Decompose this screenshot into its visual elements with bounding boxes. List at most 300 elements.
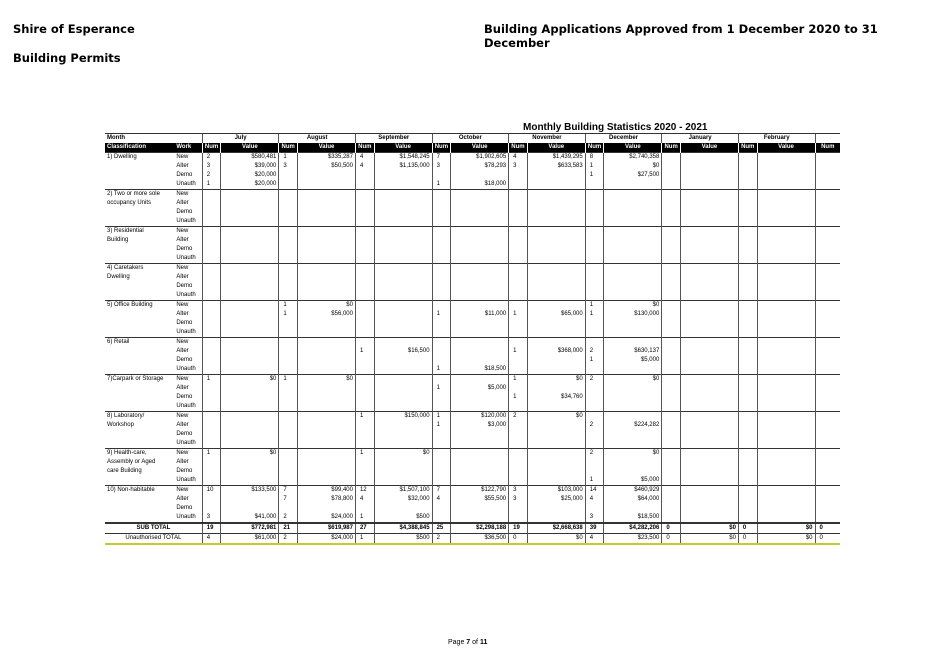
num-cell <box>279 171 298 180</box>
value-cell <box>604 180 662 190</box>
value-cell <box>757 208 815 217</box>
value-cell <box>757 476 815 486</box>
value-cell <box>680 217 738 227</box>
value-cell <box>680 171 738 180</box>
overflow-cell <box>815 217 840 227</box>
num-cell <box>355 291 374 301</box>
value-cell <box>680 236 738 245</box>
num-cell <box>432 227 451 237</box>
overflow-cell <box>815 402 840 412</box>
num-cell <box>202 412 221 422</box>
work-cell: New <box>174 264 202 274</box>
value-cell <box>757 375 815 385</box>
num-cell <box>202 365 221 375</box>
value-cell <box>221 264 279 274</box>
value-cell <box>680 476 738 486</box>
value-cell <box>680 384 738 393</box>
overflow-cell <box>815 356 840 365</box>
num-cell <box>279 458 298 467</box>
num-cell <box>662 476 681 486</box>
num-cell <box>279 402 298 412</box>
table-row <box>105 291 840 301</box>
value-cell <box>757 153 815 163</box>
work-cell: Unauth <box>176 403 196 409</box>
num-cell <box>738 365 757 375</box>
num-cell: 0 <box>662 534 681 545</box>
num-cell <box>279 439 298 449</box>
num-cell <box>662 467 681 476</box>
value-cell <box>298 282 356 291</box>
num-cell: 4 <box>432 495 451 504</box>
num-cell <box>355 254 374 264</box>
overflow-cell <box>815 467 840 476</box>
num-cell <box>738 254 757 264</box>
num-cell <box>279 504 298 513</box>
month-december: December <box>585 134 662 144</box>
value-cell: $5,000 <box>451 384 509 393</box>
num-cell <box>432 402 451 412</box>
value-cell: $1,548,245 <box>374 153 432 163</box>
value-cell: $24,000 <box>298 513 356 523</box>
subtotal-row <box>105 523 840 534</box>
classification-cell: care Building <box>107 468 142 474</box>
value-cell <box>680 282 738 291</box>
num-cell <box>662 190 681 200</box>
overflow-cell: 0 <box>815 523 840 534</box>
num-cell <box>355 190 374 200</box>
value-cell: $78,800 <box>298 495 356 504</box>
num-header: Num <box>202 143 221 153</box>
value-cell: $61,000 <box>221 534 279 545</box>
value-cell <box>374 421 432 430</box>
classification-cell <box>105 356 174 365</box>
num-cell <box>355 504 374 513</box>
value-cell <box>680 264 738 274</box>
num-cell <box>432 264 451 274</box>
num-cell <box>432 328 451 338</box>
overflow-cell <box>815 458 840 467</box>
page-number: 7 <box>466 639 471 646</box>
num-cell <box>585 264 604 274</box>
value-cell <box>680 356 738 365</box>
value-cell <box>604 236 662 245</box>
num-cell: 1 <box>509 375 528 385</box>
table-row <box>105 393 840 402</box>
value-cell <box>298 199 356 208</box>
page-of: of <box>470 639 480 646</box>
num-cell <box>355 199 374 208</box>
table-row <box>105 439 840 449</box>
value-cell: $0 <box>527 412 585 422</box>
num-cell: 4 <box>355 162 374 171</box>
classification-cell <box>105 393 174 402</box>
value-cell <box>451 236 509 245</box>
overflow-cell <box>815 504 840 513</box>
num-cell <box>355 301 374 311</box>
value-cell <box>374 458 432 467</box>
num-cell: 2 <box>585 449 604 459</box>
overflow-cell <box>815 495 840 504</box>
num-cell <box>662 236 681 245</box>
classification-cell <box>105 504 174 513</box>
value-cell <box>527 217 585 227</box>
num-cell: 25 <box>432 523 451 534</box>
value-cell <box>757 347 815 356</box>
value-cell <box>680 495 738 504</box>
num-cell <box>202 495 221 504</box>
num-cell: 4 <box>585 534 604 545</box>
table-row <box>105 301 840 311</box>
value-cell <box>298 208 356 217</box>
num-cell <box>662 208 681 217</box>
value-cell <box>451 208 509 217</box>
value-cell <box>374 301 432 311</box>
num-cell <box>355 375 374 385</box>
value-cell <box>298 180 356 190</box>
value-cell <box>680 162 738 171</box>
work-cell: Demo <box>176 505 193 511</box>
value-cell: $23,500 <box>604 534 662 545</box>
value-cell <box>221 467 279 476</box>
value-cell: $64,000 <box>604 495 662 504</box>
value-cell: $460,929 <box>604 486 662 496</box>
value-cell <box>527 254 585 264</box>
value-cell <box>374 338 432 348</box>
table-row <box>105 338 840 348</box>
overflow-cell <box>815 245 840 254</box>
overflow-cell <box>815 208 840 217</box>
num-cell: 1 <box>585 162 604 171</box>
table-row <box>105 208 840 217</box>
num-cell <box>202 476 221 486</box>
value-cell: $120,000 <box>451 412 509 422</box>
num-cell <box>202 328 221 338</box>
num-cell <box>355 439 374 449</box>
num-cell <box>585 245 604 254</box>
value-cell <box>374 282 432 291</box>
value-cell <box>527 402 585 412</box>
work-cell: Demo <box>176 209 193 215</box>
value-cell <box>451 254 509 264</box>
num-cell <box>585 273 604 282</box>
num-cell <box>202 338 221 348</box>
value-cell <box>680 273 738 282</box>
num-cell <box>509 171 528 180</box>
table-row <box>105 467 840 476</box>
monthly-stats-table <box>105 133 840 545</box>
table-row <box>105 430 840 439</box>
value-cell: $1,507,100 <box>374 486 432 496</box>
num-cell <box>662 227 681 237</box>
work-cell: Demo <box>176 431 193 437</box>
num-cell <box>355 282 374 291</box>
num-cell <box>509 217 528 227</box>
section-title: Building Permits <box>13 51 121 65</box>
num-cell: 2 <box>279 534 298 545</box>
num-cell <box>202 356 221 365</box>
value-cell <box>757 495 815 504</box>
work-cell: New <box>174 486 202 496</box>
num-cell <box>585 365 604 375</box>
value-header: Value <box>298 143 356 153</box>
num-cell <box>738 208 757 217</box>
table-row <box>105 236 840 245</box>
value-cell <box>527 467 585 476</box>
num-cell <box>585 458 604 467</box>
value-cell <box>221 338 279 348</box>
num-cell <box>432 449 451 459</box>
work-cell: Demo <box>176 172 193 178</box>
num-cell <box>355 402 374 412</box>
num-cell <box>202 245 221 254</box>
value-cell <box>604 273 662 282</box>
value-cell <box>221 190 279 200</box>
value-cell <box>451 467 509 476</box>
num-cell: 1 <box>432 412 451 422</box>
num-cell <box>509 319 528 328</box>
num-cell: 1 <box>355 513 374 523</box>
classification-cell <box>105 180 174 190</box>
value-cell: $27,500 <box>604 171 662 180</box>
value-cell: $4,388,845 <box>374 523 432 534</box>
num-cell <box>279 199 298 208</box>
classification-header: Classification <box>105 143 174 153</box>
value-cell <box>680 458 738 467</box>
classification-cell: 8) Laboratory/ <box>105 412 174 422</box>
value-cell: $18,500 <box>451 365 509 375</box>
table-row <box>105 153 840 163</box>
value-cell <box>298 245 356 254</box>
value-cell <box>221 301 279 311</box>
num-cell <box>509 476 528 486</box>
num-cell <box>509 291 528 301</box>
value-cell <box>374 217 432 227</box>
num-cell <box>202 402 221 412</box>
value-cell <box>527 328 585 338</box>
value-cell <box>604 319 662 328</box>
num-cell <box>355 273 374 282</box>
num-cell <box>662 171 681 180</box>
value-cell <box>221 421 279 430</box>
unauth-total-row-label: Unauthorised TOTAL <box>105 534 202 545</box>
value-cell: $630,137 <box>604 347 662 356</box>
num-cell <box>279 347 298 356</box>
value-header: Value <box>757 143 815 153</box>
num-cell: 2 <box>585 375 604 385</box>
num-cell <box>585 338 604 348</box>
value-cell: $20,000 <box>221 180 279 190</box>
work-cell: New <box>174 375 202 385</box>
num-cell <box>662 282 681 291</box>
num-cell <box>432 190 451 200</box>
work-cell: Unauth <box>176 181 196 187</box>
num-cell <box>585 236 604 245</box>
num-cell <box>662 365 681 375</box>
shire-name: Shire of Esperance <box>13 22 135 36</box>
value-cell <box>757 338 815 348</box>
num-cell <box>662 486 681 496</box>
num-cell <box>662 254 681 264</box>
classification-cell: 4) Caretakers <box>105 264 174 274</box>
num-cell <box>355 180 374 190</box>
num-cell <box>585 402 604 412</box>
table-row <box>105 264 840 274</box>
classification-cell: 5) Office Building <box>105 301 174 311</box>
num-cell <box>662 273 681 282</box>
num-cell <box>662 449 681 459</box>
classification-cell: Building <box>107 237 129 243</box>
work-cell: New <box>174 412 202 422</box>
month-overflow-cell <box>815 134 840 144</box>
num-cell <box>279 328 298 338</box>
value-cell <box>680 421 738 430</box>
num-cell <box>509 190 528 200</box>
value-cell <box>604 430 662 439</box>
overflow-cell <box>815 273 840 282</box>
value-cell <box>374 273 432 282</box>
value-cell <box>374 190 432 200</box>
work-cell: Alter <box>176 237 189 243</box>
num-cell <box>738 301 757 311</box>
num-cell <box>662 412 681 422</box>
value-cell <box>527 356 585 365</box>
num-cell <box>662 301 681 311</box>
value-cell <box>374 467 432 476</box>
value-cell <box>680 504 738 513</box>
value-cell <box>757 328 815 338</box>
classification-cell <box>105 254 174 264</box>
num-cell <box>355 328 374 338</box>
num-cell <box>738 227 757 237</box>
value-cell <box>527 476 585 486</box>
value-cell <box>221 365 279 375</box>
table-row <box>105 365 840 375</box>
value-cell: $0 <box>604 301 662 311</box>
num-cell: 21 <box>279 523 298 534</box>
num-cell <box>509 402 528 412</box>
num-cell <box>738 328 757 338</box>
num-cell <box>509 199 528 208</box>
num-cell <box>738 384 757 393</box>
num-cell <box>585 217 604 227</box>
num-cell <box>355 467 374 476</box>
num-cell <box>662 264 681 274</box>
work-cell: Demo <box>176 394 193 400</box>
value-cell <box>527 282 585 291</box>
month-february: February <box>738 134 815 144</box>
value-cell <box>298 264 356 274</box>
value-cell <box>298 254 356 264</box>
table-row <box>105 421 840 430</box>
value-cell <box>374 236 432 245</box>
table-row <box>105 402 840 412</box>
num-cell <box>509 439 528 449</box>
num-cell <box>279 319 298 328</box>
num-cell <box>585 430 604 439</box>
num-header: Num <box>815 143 840 153</box>
num-cell <box>202 254 221 264</box>
num-cell <box>662 153 681 163</box>
table-row <box>105 375 840 385</box>
value-cell <box>298 449 356 459</box>
value-cell <box>604 402 662 412</box>
num-cell <box>202 301 221 311</box>
value-cell <box>604 384 662 393</box>
num-cell <box>355 171 374 180</box>
classification-cell: Assembly or Aged <box>107 459 156 465</box>
classification-cell <box>105 347 174 356</box>
month-january: January <box>662 134 739 144</box>
value-cell <box>680 439 738 449</box>
num-cell: 1 <box>432 365 451 375</box>
classification-cell <box>105 384 174 393</box>
classification-cell <box>105 162 174 171</box>
table-row <box>105 384 840 393</box>
value-cell <box>298 476 356 486</box>
num-cell: 3 <box>202 513 221 523</box>
value-cell <box>680 402 738 412</box>
overflow-cell <box>815 180 840 190</box>
num-cell <box>662 217 681 227</box>
num-cell: 12 <box>355 486 374 496</box>
value-cell: $0 <box>298 375 356 385</box>
num-cell <box>662 162 681 171</box>
value-cell <box>298 291 356 301</box>
num-cell <box>509 227 528 237</box>
num-cell: 39 <box>585 523 604 534</box>
value-cell <box>298 412 356 422</box>
num-cell <box>509 180 528 190</box>
num-cell <box>509 467 528 476</box>
num-cell <box>202 282 221 291</box>
num-cell: 14 <box>585 486 604 496</box>
value-cell <box>604 291 662 301</box>
value-cell <box>298 236 356 245</box>
value-cell <box>374 365 432 375</box>
num-cell <box>585 439 604 449</box>
value-cell <box>757 402 815 412</box>
column-header-row <box>105 143 840 153</box>
value-cell <box>757 254 815 264</box>
overflow-cell <box>815 171 840 180</box>
value-cell: $500 <box>374 534 432 545</box>
num-cell <box>738 504 757 513</box>
value-cell: $34,760 <box>527 393 585 402</box>
overflow-cell <box>815 254 840 264</box>
num-cell: 1 <box>509 393 528 402</box>
num-cell: 4 <box>509 153 528 163</box>
classification-cell <box>105 513 174 523</box>
num-cell: 1 <box>432 310 451 319</box>
overflow-cell <box>815 199 840 208</box>
num-cell <box>585 393 604 402</box>
value-cell <box>451 430 509 439</box>
num-cell: 2 <box>202 153 221 163</box>
num-cell <box>279 208 298 217</box>
num-cell: 0 <box>662 523 681 534</box>
num-cell <box>738 476 757 486</box>
table-row <box>105 495 840 504</box>
value-cell <box>757 162 815 171</box>
num-cell <box>432 393 451 402</box>
num-cell <box>509 504 528 513</box>
table-row <box>105 273 840 282</box>
num-cell <box>432 273 451 282</box>
num-cell <box>662 495 681 504</box>
value-cell: $0 <box>604 449 662 459</box>
value-cell <box>374 264 432 274</box>
num-cell <box>738 273 757 282</box>
